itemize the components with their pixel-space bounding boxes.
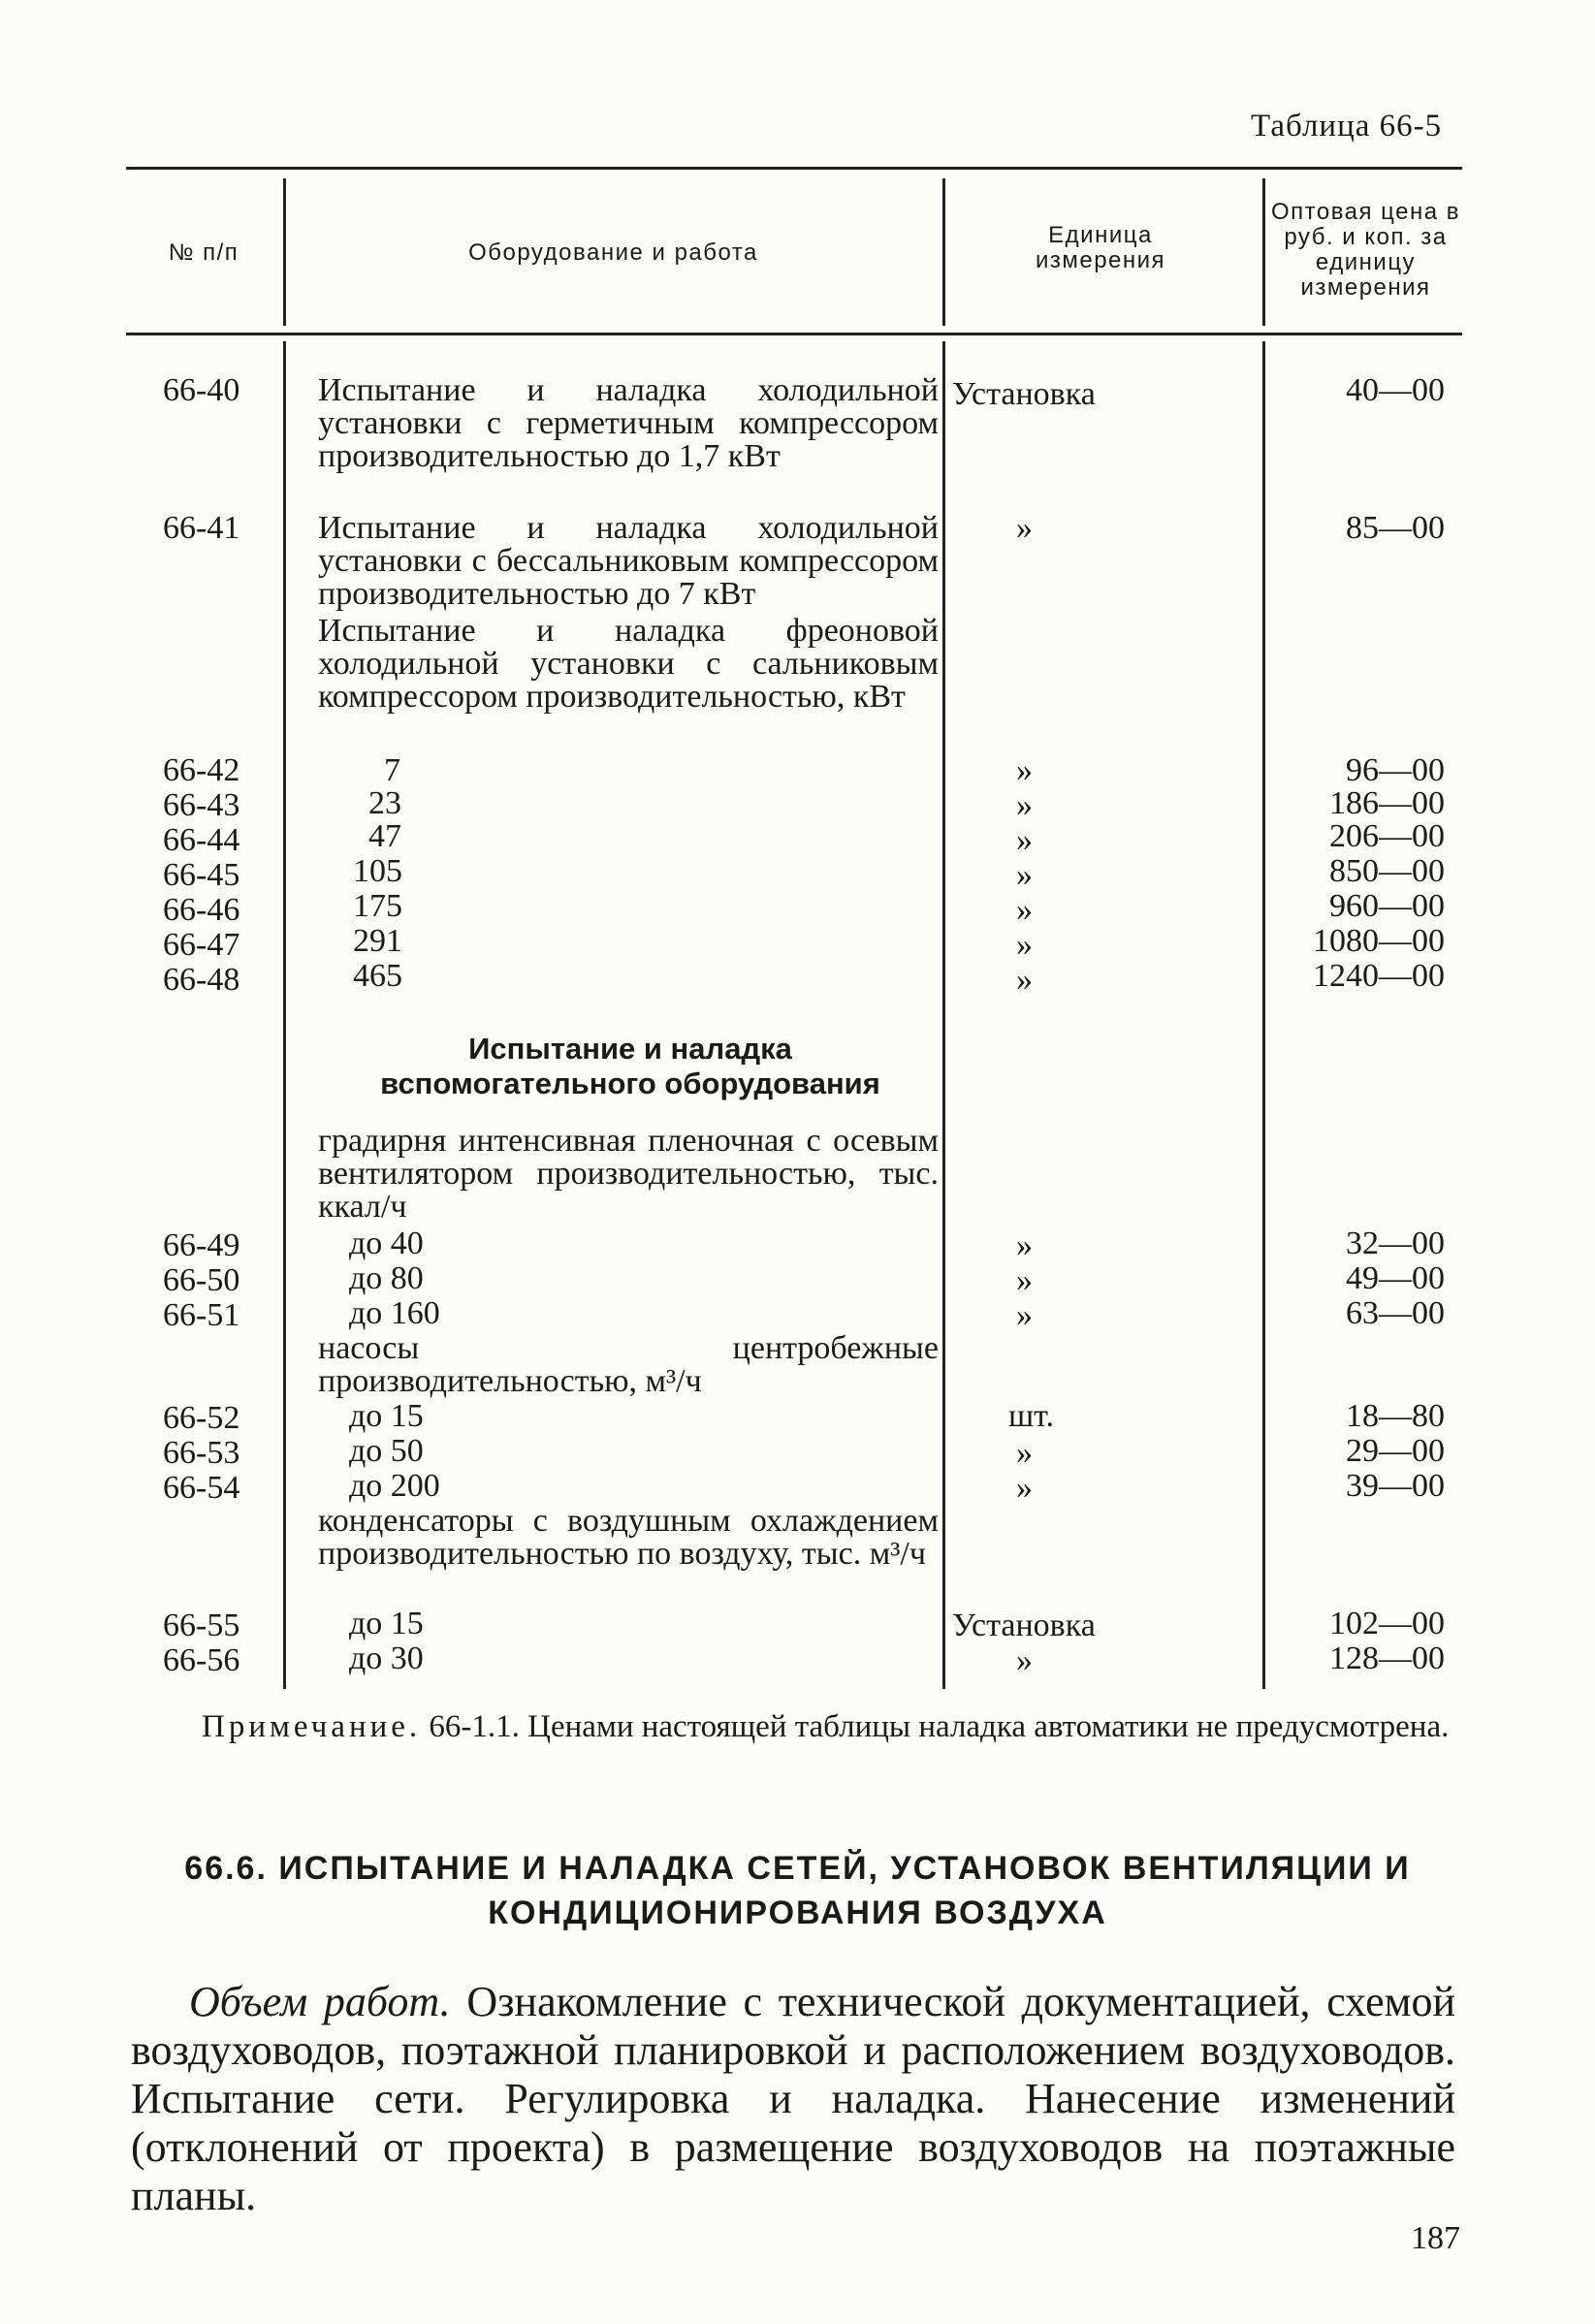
row-price: 39—00 <box>1346 1468 1445 1504</box>
page-number: 187 <box>1411 2220 1460 2256</box>
column-divider-3 <box>1262 178 1265 326</box>
column-divider-3-body <box>1262 341 1265 1689</box>
table-header-rule <box>126 333 1462 335</box>
group-description: Испытание и наладка фреоновой холодильной установки с сальниковым компрессором производительностью, кВт <box>318 613 939 715</box>
row-price: 49—00 <box>1346 1260 1445 1296</box>
scope-paragraph <box>131 1978 1455 2220</box>
row-unit: Установка <box>952 1608 1096 1643</box>
row-num: 66-52 <box>163 1400 240 1436</box>
row-unit: » <box>1016 857 1033 893</box>
row-description: 105 <box>353 853 402 889</box>
row-description: до 30 <box>349 1640 424 1676</box>
row-num: 66-47 <box>163 927 240 963</box>
row-unit: » <box>1016 752 1033 788</box>
column-divider-2 <box>942 178 945 326</box>
row-price: 18—80 <box>1346 1398 1445 1434</box>
row-price: 1240—00 <box>1313 958 1445 994</box>
section-title: 66.6. ИСПЫТАНИЕ И НАЛАДКА СЕТЕЙ, УСТАНОВОК ВЕНТИЛЯЦИИ И КОНДИЦИОНИРОВАНИЯ ВОЗДУХА <box>184 1850 1411 1931</box>
group-description: насосы центробежные производительностью, м³/ч <box>318 1330 939 1399</box>
note-label: Примечание. <box>202 1709 422 1744</box>
row-num: 66-48 <box>163 962 240 998</box>
row-price: 850—00 <box>1329 853 1445 889</box>
row-num: 66-46 <box>163 892 240 928</box>
scope-text: Ознакомление с технической документацией, схемой воздуховодов, поэтажной планировкой и расположением воздуховодов. Испытание сети. Регулировка и наладка. Нанесение изменений (отклонений от проекта) в размещение воздуховодов на поэтажные планы. <box>131 1978 1455 2219</box>
row-unit: » <box>1016 1435 1033 1471</box>
row-description: Испытание и наладка холодильной установки с герметичным компрессором производительностью до 1,7 кВт <box>318 372 939 474</box>
row-description: до 15 <box>349 1606 424 1641</box>
row-description: до 80 <box>349 1260 424 1296</box>
group-description: конденсаторы с воздушным охлаждением производительностью по воздуху, тыс. м³/ч <box>318 1503 939 1572</box>
row-description: 465 <box>353 958 402 994</box>
row-price: 40—00 <box>1346 372 1445 408</box>
row-num: 66-44 <box>163 822 240 858</box>
row-description: до 50 <box>349 1433 424 1469</box>
row-price: 32—00 <box>1346 1226 1445 1261</box>
row-num: 66-54 <box>163 1470 240 1506</box>
row-description: 47 <box>368 818 401 854</box>
header-num: № п/п <box>168 239 239 266</box>
row-num: 66-40 <box>163 372 240 408</box>
column-divider-1 <box>283 178 286 326</box>
row-unit: » <box>1016 1642 1033 1678</box>
row-description: до 40 <box>349 1226 424 1261</box>
row-description: до 15 <box>349 1398 424 1434</box>
row-num: 66-51 <box>163 1297 240 1333</box>
row-unit: » <box>1016 822 1033 858</box>
row-description: 7 <box>384 752 400 788</box>
column-divider-1-body <box>283 341 286 1689</box>
row-num: 66-55 <box>163 1608 240 1643</box>
row-description: 23 <box>368 785 401 821</box>
row-description: 291 <box>353 923 402 959</box>
row-unit: » <box>1016 510 1033 546</box>
row-unit: » <box>1016 1262 1033 1298</box>
row-unit: » <box>1016 1227 1033 1263</box>
table-subheading: Испытание и наладка вспомогательного оборудования <box>380 1032 880 1100</box>
row-num: 66-50 <box>163 1262 240 1298</box>
table-top-rule <box>126 167 1462 170</box>
row-num: 66-42 <box>163 752 240 788</box>
note-text: 66-1.1. Ценами настоящей таблицы наладка автоматики не предусмотрена. <box>429 1709 1450 1744</box>
row-price: 128—00 <box>1329 1640 1445 1676</box>
row-price: 96—00 <box>1346 752 1445 788</box>
row-num: 66-56 <box>163 1642 240 1678</box>
row-unit: Установка <box>952 376 1096 412</box>
row-price: 186—00 <box>1329 785 1445 821</box>
row-price: 1080—00 <box>1313 923 1445 959</box>
row-description: до 160 <box>349 1295 440 1331</box>
row-num: 66-45 <box>163 857 240 893</box>
row-price: 29—00 <box>1346 1433 1445 1469</box>
row-price: 63—00 <box>1346 1295 1445 1331</box>
row-description: 175 <box>353 888 402 924</box>
row-price: 960—00 <box>1329 888 1445 924</box>
row-description: до 200 <box>349 1468 440 1504</box>
row-price: 206—00 <box>1329 818 1445 854</box>
row-price: 102—00 <box>1329 1606 1445 1641</box>
row-unit: » <box>1016 962 1033 998</box>
row-unit: » <box>1016 892 1033 928</box>
row-num: 66-53 <box>163 1435 240 1471</box>
row-num: 66-49 <box>163 1227 240 1263</box>
row-unit: » <box>1016 787 1033 823</box>
row-unit: » <box>1016 927 1033 963</box>
row-unit: шт. <box>1008 1398 1054 1434</box>
row-description: Испытание и наладка холодильной установки с бессальниковым компрессором производительностью до 7 кВт <box>318 510 939 612</box>
header-work: Оборудование и работа <box>468 239 758 266</box>
row-unit: » <box>1016 1297 1033 1333</box>
table-caption: Таблица 66-5 <box>1251 109 1443 143</box>
group-description: градирня интенсивная пленочная с осевым вентилятором производительностью, тыс. ккал/ч <box>318 1123 939 1225</box>
row-num: 66-43 <box>163 787 240 823</box>
scope-label: Объем работ. <box>189 1978 451 2025</box>
header-unit: Единица измерения <box>1035 222 1166 273</box>
header-price: Оптовая цена в руб. и коп. за единицу измерения <box>1270 199 1461 301</box>
row-unit: » <box>1016 1470 1033 1506</box>
row-price: 85—00 <box>1346 510 1445 546</box>
table-note <box>202 1708 1472 1745</box>
row-num: 66-41 <box>163 510 240 546</box>
